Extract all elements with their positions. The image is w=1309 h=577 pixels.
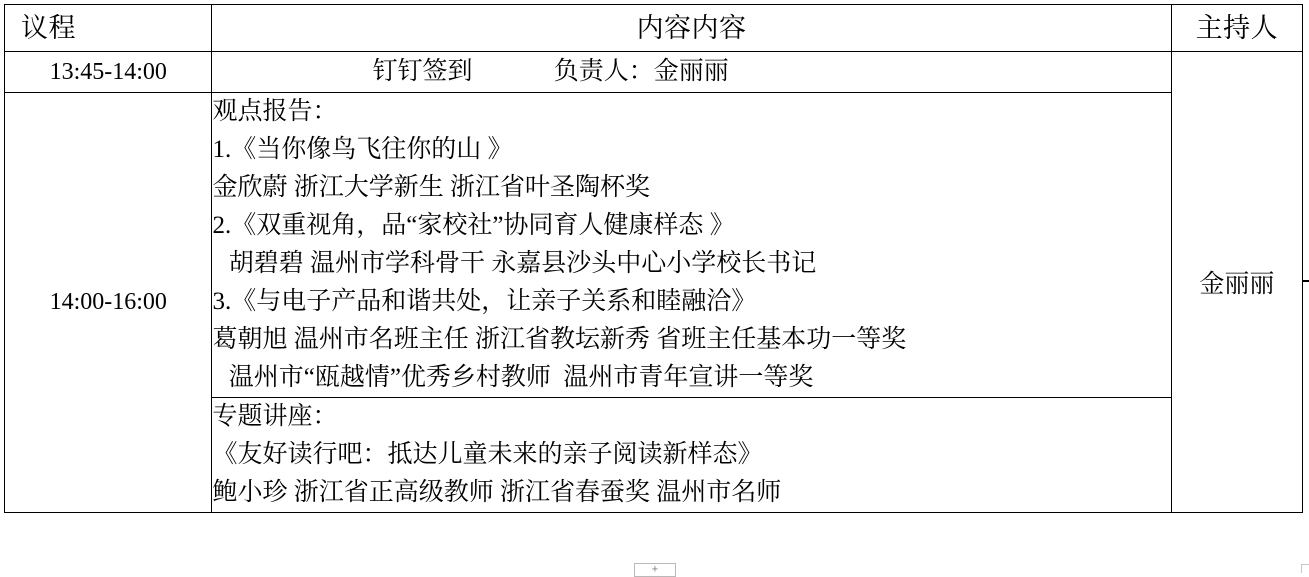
- lecture-line: 《友好读行吧：抵达儿童未来的亲子阅读新样态》: [212, 441, 763, 468]
- cell-content-signin: [212, 52, 1171, 93]
- report-line: 葛朝旭 温州市名班主任 浙江省教坛新秀 省班主任基本功一等奖: [212, 326, 907, 353]
- signin-text: 钉钉签到 负责人：金丽丽: [372, 58, 729, 85]
- block-title: 观点报告：: [212, 98, 338, 125]
- report-line: 温州市“瓯越情”优秀乡村教师 温州市青年宣讲一等奖: [222, 364, 814, 391]
- report-line: 3.《与电子产品和谐共处，让亲子关系和睦融洽》: [212, 288, 757, 315]
- report-line: 2.《双重视角，品“家校社”协同育人健康样态 》: [212, 212, 735, 239]
- table-header-row: [5, 5, 1303, 52]
- header-host: 主持人: [1171, 5, 1302, 52]
- cell-time-session: 14:00-16:00: [5, 93, 212, 513]
- report-line: 1.《当你像鸟飞往你的山 》: [212, 136, 513, 163]
- lecture-line: 鲍小珍 浙江省正高级教师 浙江省春蚕奖 温州市名师: [212, 479, 782, 506]
- cell-time-signin: 13:45-14:00: [5, 52, 212, 93]
- page-edge-tick: [1303, 280, 1309, 282]
- table-row: [5, 52, 1303, 93]
- report-line: 金欣蔚 浙江大学新生 浙江省叶圣陶杯奖: [212, 174, 650, 201]
- block-title: 专题讲座：: [212, 403, 338, 430]
- cell-host-main: 金丽丽: [1171, 52, 1302, 513]
- header-agenda: 议程: [5, 5, 212, 52]
- table-row: [5, 93, 1303, 398]
- document-page: [0, 4, 1309, 576]
- plus-icon: +: [651, 563, 659, 576]
- cell-content-special-lecture: [212, 398, 1171, 513]
- add-row-handle[interactable]: [634, 563, 676, 577]
- header-content: 内容内容: [212, 5, 1171, 52]
- cell-content-viewpoint-report: [212, 93, 1171, 398]
- report-line: 胡碧碧 温州市学科骨干 永嘉县沙头中心小学校长书记: [222, 250, 817, 277]
- agenda-table: [4, 4, 1303, 513]
